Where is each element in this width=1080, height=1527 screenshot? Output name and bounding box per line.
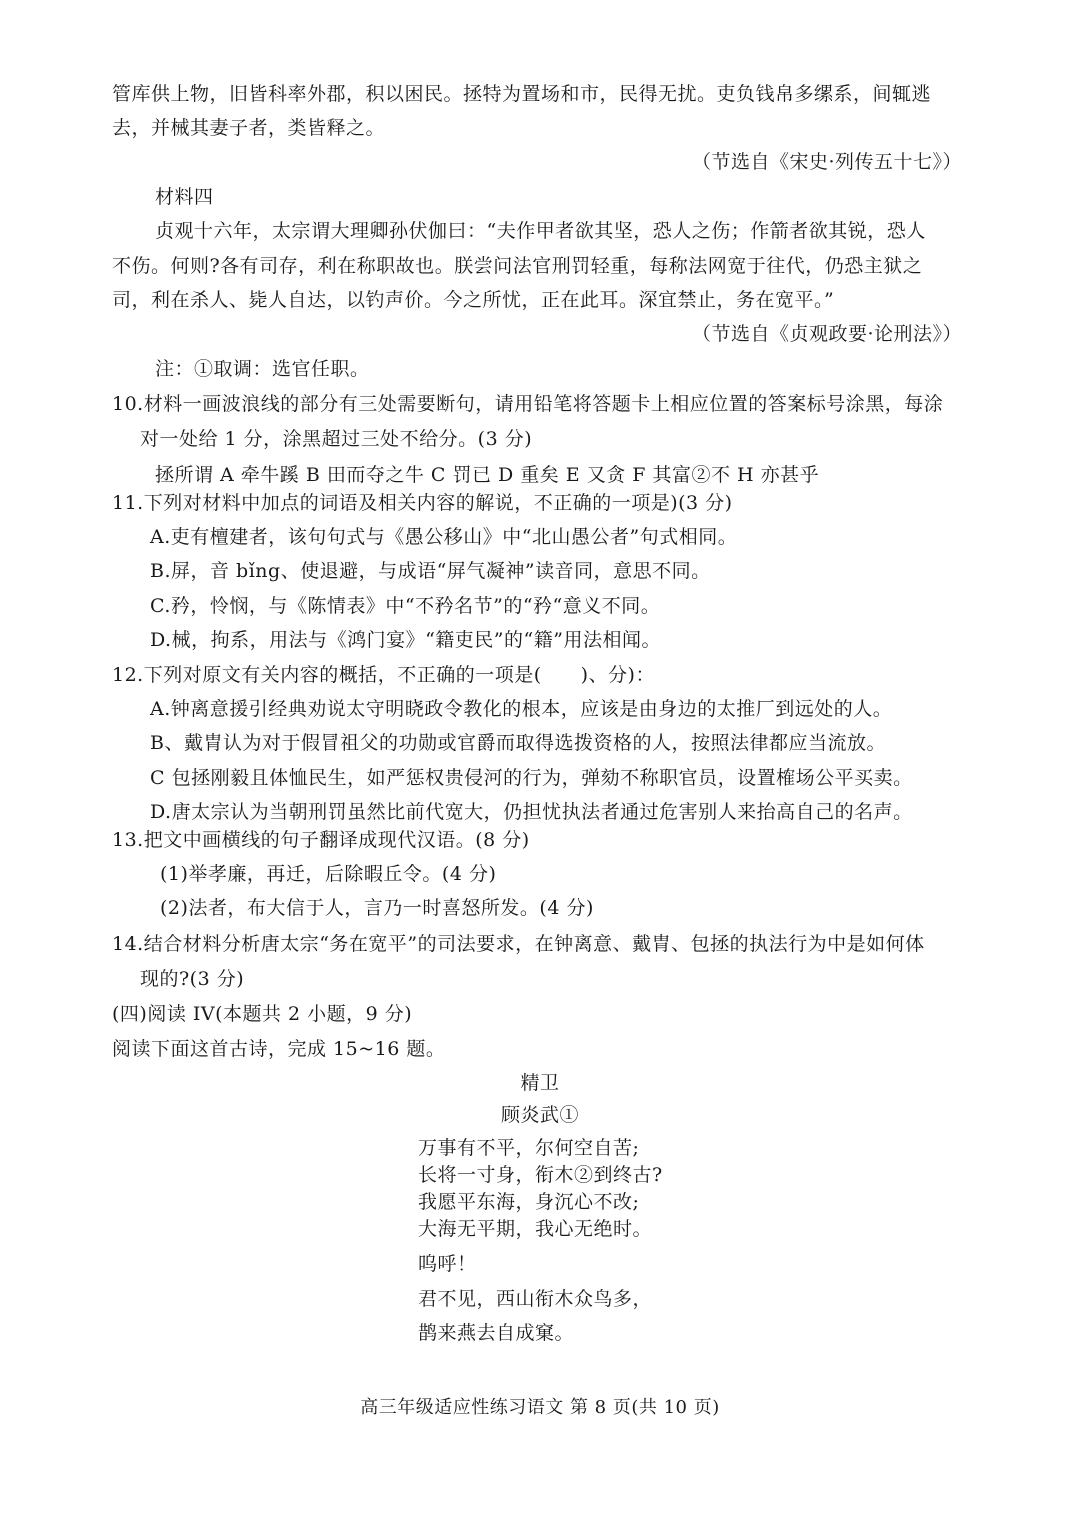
- q11-option-b: B.屏，音 bǐng、使退避，与成语“屏气凝神”读音同，意思不同。: [150, 560, 711, 582]
- poem-line-6: 君不见，西山衔木众鸟多，: [418, 1288, 653, 1310]
- m4-line-2: 不伤。何则?各有司存，利在称职故也。朕尝问法官刑罚轻重，每称法网宽于往代，仍恐主狱之: [112, 255, 923, 277]
- q14-line-2: 现的?(3 分): [140, 968, 245, 990]
- m4-title: 材料四: [155, 186, 214, 208]
- page-footer: 高三年级适应性练习语文 第 8 页(共 10 页): [360, 1397, 720, 1418]
- section4-heading: (四)阅读 IV(本题共 2 小题，9 分): [112, 1003, 413, 1025]
- m3-line-1: 管库供上物，旧皆科率外郡，积以困民。拯特为置场和市，民得无扰。吏负钱帛多缧系，间辄逃: [112, 83, 932, 105]
- poem-line-1: 万事有不平，尔何空自苦;: [418, 1137, 640, 1159]
- q13-stem: 13.把文中画横线的句子翻译成现代汉语。(8 分): [112, 829, 530, 851]
- m4-source: （节选自《贞观政要·论刑法》）: [691, 323, 962, 345]
- q11-option-a: A.吏有檀建者，该句句式与《愚公移山》中“北山愚公者”句式相同。: [150, 526, 738, 548]
- poem-line-2: 长将一寸身，衔木②到终古?: [418, 1164, 663, 1186]
- section4-intro: 阅读下面这首古诗，完成 15~16 题。: [112, 1038, 446, 1060]
- q12-option-a: A.钟离意援引经典劝说太守明晓政令教化的根本，应该是由身边的太推厂到远处的人。: [150, 698, 893, 720]
- q12-option-d: D.唐太宗认为当朝刑罚虽然比前代宽大，仍担忧执法者通过危害别人来抬高自己的名声。: [150, 801, 913, 823]
- poem-line-4: 大海无平期，我心无绝时。: [418, 1218, 653, 1240]
- q13-sentence-2: (2)法者，布大信于人，言乃一时喜怒所发。(4 分): [160, 897, 594, 919]
- m4-line-3: 司，利在杀人、毙人自达，以钓声价。今之所忧，正在此耳。深宜禁止，务在宽平。”: [112, 289, 835, 311]
- m3-source: （节选自《宋史·列传五十七》）: [691, 151, 962, 173]
- m4-line-1: 贞观十六年，太宗谓大理卿孙伏伽曰：“夫作甲者欲其坚，恐人之伤；作箭者欲其锐，恐人: [155, 220, 926, 242]
- q11-option-c: C.矜，怜悯，与《陈情表》中“不矜名节”的“矜“意义不同。: [150, 595, 661, 617]
- note: 注：①取调：选官任职。: [155, 358, 370, 380]
- q12-option-b: B、戴胄认为对于假冒祖父的功勋或官爵而取得选拨资格的人，按照法律都应当流放。: [150, 732, 886, 754]
- q14-line-1: 14.结合材料分析唐太宗“务在宽平”的司法要求，在钟离意、戴胄、包拯的执法行为中是如何体: [112, 933, 925, 955]
- q10-line-2: 对一处给 1 分，涂黑超过三处不给分。(3 分): [140, 428, 533, 450]
- m3-line-2: 去，并械其妻子者，类皆释之。: [112, 117, 386, 139]
- q11-stem: 11.下列对材料中加点的词语及相关内容的解说，不正确的一项是)(3 分): [112, 492, 733, 514]
- q10-line-1: 10.材料一画波浪线的部分有三处需要断句，请用铅笔将答题卡上相应位置的答案标号涂黑，每涂: [112, 393, 944, 415]
- poem-line-7: 鹊来燕去自成窠。: [418, 1322, 575, 1344]
- q13-sentence-1: (1)举孝廉，再迁，后除暇丘令。(4 分): [160, 863, 497, 885]
- q12-option-c: C 包拯刚毅且体恤民生，如严惩权贵侵河的行为，弹劾不称职官员，设置榷场公平买卖。: [150, 767, 913, 789]
- q12-stem: 12.下列对原文有关内容的概括，不正确的一项是( )、分)：: [112, 664, 655, 686]
- poem-title: 精卫: [520, 1072, 560, 1094]
- poem-line-5: 呜呼！: [418, 1253, 477, 1275]
- poem-line-3: 我愿平东海，身沉心不改;: [418, 1191, 640, 1213]
- q11-option-d: D.械，拘系，用法与《鸿门宴》“籍吏民”的“籍”用法相闻。: [150, 629, 661, 651]
- poem-author: 顾炎武①: [500, 1104, 579, 1126]
- q10-line-3: 拯所谓 A 牵牛蹊 B 田而夺之牛 C 罚已 D 重矣 E 又贪 F 其富②不 H 亦甚乎: [155, 464, 820, 486]
